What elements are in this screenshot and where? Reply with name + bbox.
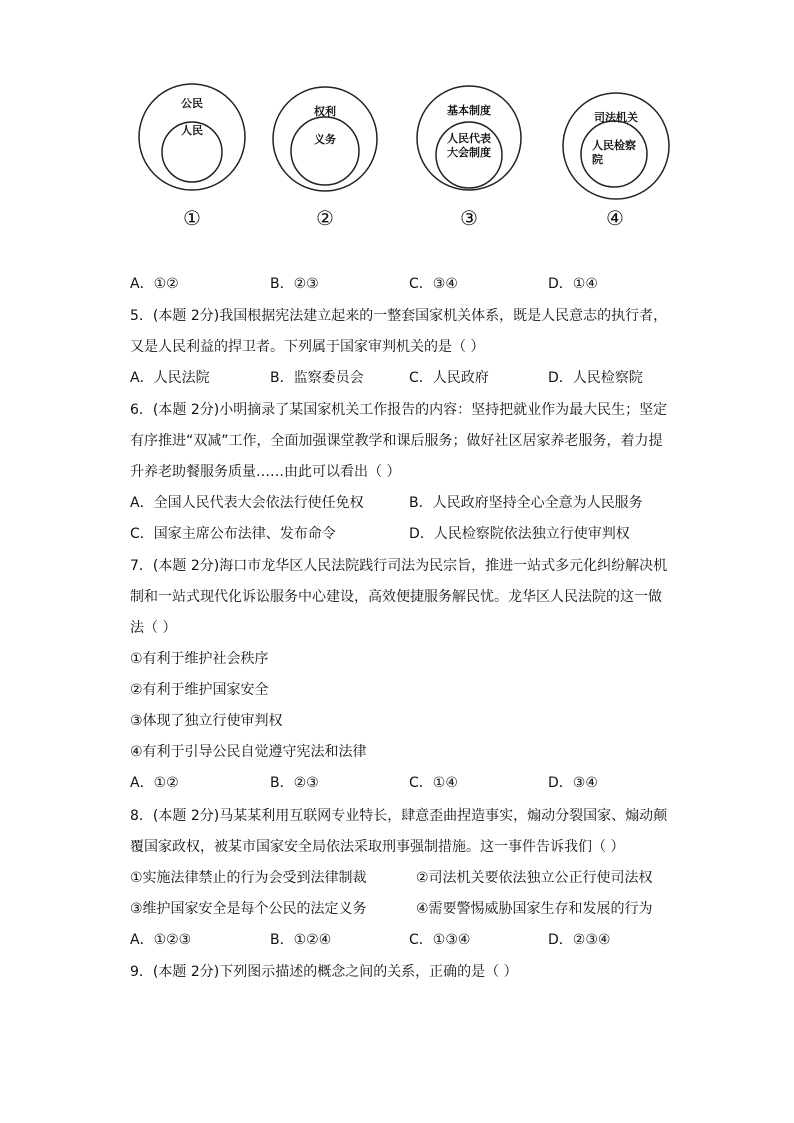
- option-c[interactable]: C．①④: [409, 775, 458, 791]
- inner-label-line1: 人民代表: [447, 132, 491, 145]
- q8-item-3: ③维护国家安全是每个公民的法定义务: [130, 901, 367, 917]
- option-a[interactable]: A．①②: [130, 775, 179, 791]
- q6-stem-line2: 有序推进“双减”工作，全面加强课堂教学和课后服务；做好社区居家养老服务，着力提: [130, 433, 663, 449]
- q7-item-4: ④有利于引导公民自觉遵守宪法和法律: [130, 744, 367, 760]
- option-b[interactable]: B．②③: [270, 276, 319, 292]
- q8-item-4: ④需要警惕威胁国家生存和发展的行为: [416, 901, 653, 917]
- q8-stem-line2: 覆国家政权，被某市国家安全局依法采取刑事强制措施。这一事件告诉我们（ ）: [130, 839, 625, 855]
- option-d[interactable]: D．①④: [548, 276, 598, 292]
- option-b[interactable]: B．人民政府坚持全心全意为人民服务: [409, 495, 643, 511]
- option-a[interactable]: A．①②③: [130, 932, 192, 948]
- diagram-number: ②: [316, 206, 334, 230]
- option-d[interactable]: D．③④: [548, 775, 598, 791]
- outer-label: 司法机关: [594, 111, 638, 124]
- q7-stem-line2: 制和一站式现代化诉讼服务中心建设，高效便捷服务解民忧。龙华区人民法院的这一做: [130, 589, 662, 605]
- option-c[interactable]: C．人民政府: [409, 370, 489, 386]
- q5-stem-line1: 5．(本题 2分)我国根据宪法建立起来的一整套国家机关体系，既是人民意志的执行者，: [130, 308, 668, 324]
- option-d[interactable]: D．人民检察院: [548, 370, 643, 386]
- outer-label: 公民: [181, 97, 203, 110]
- q8-stem-line1: 8．(本题 2分)马某某利用互联网专业特长，肆意歪曲捏造事实，煽动分裂国家、煽动颠: [130, 808, 668, 824]
- option-a[interactable]: A．人民法院: [130, 370, 210, 386]
- option-c[interactable]: C．国家主席公布法律、发布命令: [130, 526, 336, 542]
- q7-stem-line3: 法（ ）: [130, 620, 177, 636]
- option-d[interactable]: D．人民检察院依法独立行使审判权: [409, 526, 630, 542]
- q7-item-3: ③体现了独立行使审判权: [130, 713, 283, 729]
- option-b[interactable]: B．②③: [270, 775, 319, 791]
- option-b[interactable]: B．①②④: [270, 932, 332, 948]
- inner-label: 义务: [314, 133, 336, 146]
- outer-label: 权利: [314, 105, 336, 118]
- q7-item-1: ①有利于维护社会秩序: [130, 651, 269, 667]
- option-d[interactable]: D．②③④: [548, 932, 611, 948]
- q9-stem-line1: 9．(本题 2分)下列图示描述的概念之间的关系，正确的是（ ）: [130, 964, 518, 980]
- q7-item-2: ②有利于维护国家安全: [130, 682, 269, 698]
- option-c[interactable]: C．③④: [409, 276, 458, 292]
- q7-stem-line1: 7．(本题 2分)海口市龙华区人民法院践行司法为民宗旨，推进一站式多元化纠纷解决机: [130, 558, 668, 574]
- diagram-number: ③: [460, 206, 478, 230]
- q8-item-2: ②司法机关要依法独立公正行使司法权: [416, 870, 653, 886]
- q6-stem-line1: 6．(本题 2分)小明摘录了某国家机关工作报告的内容：坚持把就业作为最大民生；坚定: [130, 402, 668, 418]
- outer-label: 基本制度: [447, 104, 491, 117]
- q5-stem-line2: 又是人民利益的捍卫者。下列属于国家审判机关的是（ ）: [130, 339, 485, 355]
- inner-label-line2: 大会制度: [447, 146, 491, 159]
- inner-label-line2: 院: [592, 153, 603, 166]
- diagram-1: [138, 80, 248, 240]
- inner-label: 人民: [181, 124, 203, 137]
- diagram-3: [415, 80, 525, 240]
- option-a[interactable]: A．全国人民代表大会依法行使任免权: [130, 495, 364, 511]
- diagram-2: [271, 80, 381, 240]
- diagram-number: ①: [183, 206, 201, 230]
- q8-item-1: ①实施法律禁止的行为会受到法律制裁: [130, 870, 367, 886]
- q6-stem-line3: 升养老助餐服务质量……由此可以看出（ ）: [130, 464, 401, 480]
- concept-diagrams: [130, 80, 690, 240]
- option-b[interactable]: B．监察委员会: [270, 370, 364, 386]
- diagram-4: [562, 80, 677, 240]
- option-c[interactable]: C．①③④: [409, 932, 471, 948]
- inner-label-line1: 人民检察: [592, 139, 636, 152]
- option-a[interactable]: A．①②: [130, 276, 179, 292]
- diagram-number: ④: [606, 206, 624, 230]
